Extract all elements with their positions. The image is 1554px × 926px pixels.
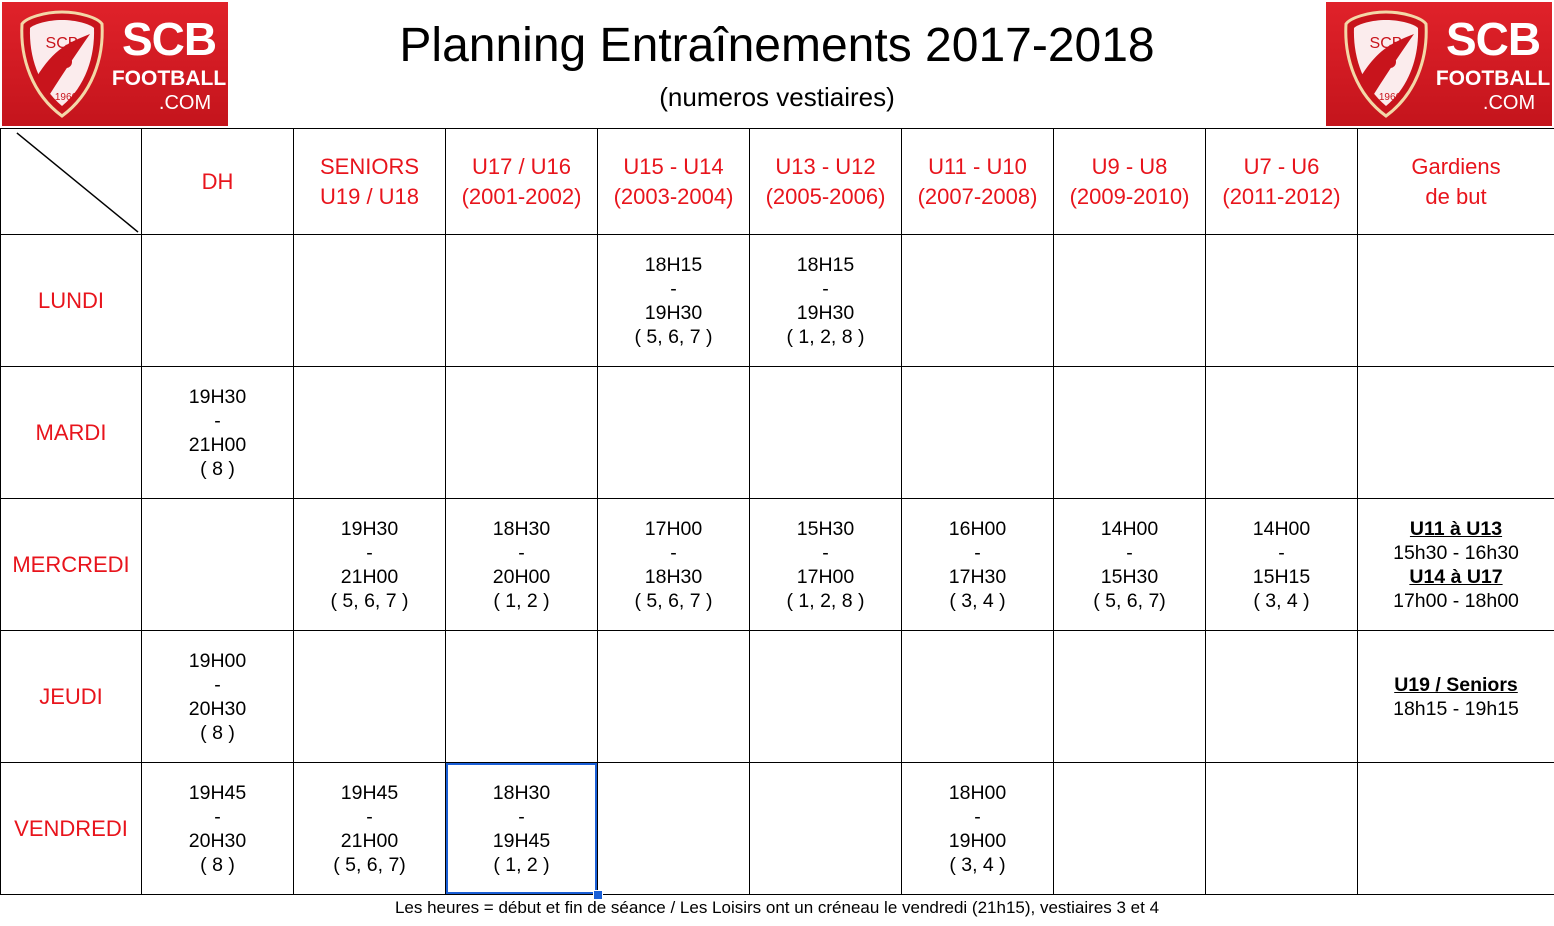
cell-jeudi-seniors[interactable] — [294, 631, 446, 763]
logo-scb-text: SCB — [121, 13, 217, 65]
cell-lundi-gardiens[interactable] — [1358, 235, 1554, 367]
cell-mercredi-u17[interactable]: 18H30 - 20H00 ( 1, 2 ) — [446, 499, 598, 631]
cell-jeudi-gardiens[interactable]: U19 / Seniors 18h15 - 19h15 — [1358, 631, 1554, 763]
logo-com-text: .COM — [158, 92, 212, 114]
cell-lundi-u7[interactable] — [1206, 235, 1358, 367]
cell-vendredi-dh[interactable]: 19H45 - 20H30 ( 8 ) — [142, 763, 294, 895]
cell-vendredi-u15[interactable] — [598, 763, 750, 895]
cell-vendredi-u13[interactable] — [750, 763, 902, 895]
cell-vendredi-u7[interactable] — [1206, 763, 1358, 895]
logo-football-text: FOOTBALL — [111, 67, 227, 90]
cell-mardi-gardiens[interactable] — [1358, 367, 1554, 499]
cell-lundi-u11[interactable] — [902, 235, 1054, 367]
cell-mercredi-gardiens[interactable]: U11 à U13 15h30 - 16h30 U14 à U17 17h00 - 18h00 — [1358, 499, 1554, 631]
diagonal-line — [1, 129, 141, 234]
cell-mardi-u15[interactable] — [598, 367, 750, 499]
row-mercredi — [1, 499, 1554, 631]
col-header-u11[interactable]: U11 - U10 (2007-2008) — [902, 129, 1054, 235]
cell-vendredi-u9[interactable] — [1054, 763, 1206, 895]
cell-jeudi-u11[interactable] — [902, 631, 1054, 763]
cell-lundi-dh[interactable] — [142, 235, 294, 367]
cell-mercredi-u13[interactable]: 15H30 - 17H00 ( 1, 2, 8 ) — [750, 499, 902, 631]
svg-text:1966: 1966 — [1378, 92, 1402, 103]
cell-vendredi-gardiens[interactable] — [1358, 763, 1554, 895]
cell-jeudi-dh[interactable]: 19H00 - 20H30 ( 8 ) — [142, 631, 294, 763]
col-header-u9[interactable]: U9 - U8 (2009-2010) — [1054, 129, 1206, 235]
day-label-lundi[interactable]: LUNDI — [1, 235, 142, 367]
day-label-mercredi[interactable]: MERCREDI — [1, 499, 142, 631]
cell-mercredi-u11[interactable]: 16H00 - 17H30 ( 3, 4 ) — [902, 499, 1054, 631]
cell-jeudi-u7[interactable] — [1206, 631, 1358, 763]
day-label-mardi[interactable]: MARDI — [1, 367, 142, 499]
svg-text:SCB: SCB — [45, 35, 79, 52]
row-mardi — [1, 367, 1554, 499]
cell-mercredi-u7[interactable]: 14H00 - 15H15 ( 3, 4 ) — [1206, 499, 1358, 631]
cell-lundi-u17[interactable] — [446, 235, 598, 367]
col-header-u15[interactable]: U15 - U14 (2003-2004) — [598, 129, 750, 235]
cell-mardi-u9[interactable] — [1054, 367, 1206, 499]
col-header-u17[interactable]: U17 / U16 (2001-2002) — [446, 129, 598, 235]
crest-icon — [1338, 8, 1434, 120]
day-label-vendredi[interactable]: VENDREDI — [1, 763, 142, 895]
cell-mercredi-u9[interactable]: 14H00 - 15H30 ( 5, 6, 7) — [1054, 499, 1206, 631]
cell-lundi-u15[interactable]: 18H15 - 19H30 ( 5, 6, 7 ) — [598, 235, 750, 367]
scb-logo-left — [2, 2, 228, 126]
cell-mercredi-seniors[interactable]: 19H30 - 21H00 ( 5, 6, 7 ) — [294, 499, 446, 631]
logo-com-text: .COM — [1482, 92, 1536, 114]
cell-mardi-dh[interactable]: 19H30 - 21H00 ( 8 ) — [142, 367, 294, 499]
cell-lundi-u13[interactable]: 18H15 - 19H30 ( 1, 2, 8 ) — [750, 235, 902, 367]
page-subtitle: (numeros vestiaires) — [659, 82, 895, 112]
cell-mardi-seniors[interactable] — [294, 367, 446, 499]
cell-vendredi-u17-selected[interactable]: 18H30 - 19H45 ( 1, 2 ) — [446, 763, 598, 895]
cell-mardi-u13[interactable] — [750, 367, 902, 499]
cell-jeudi-u15[interactable] — [598, 631, 750, 763]
crest-icon — [14, 8, 110, 120]
cell-jeudi-u9[interactable] — [1054, 631, 1206, 763]
col-header-seniors[interactable]: SENIORS U19 / U18 — [294, 129, 446, 235]
svg-text:SCB: SCB — [1369, 35, 1403, 52]
col-header-dh[interactable]: DH — [142, 129, 294, 235]
row-jeudi — [1, 631, 1554, 763]
scb-logo-right — [1326, 2, 1552, 126]
cell-lundi-seniors[interactable] — [294, 235, 446, 367]
svg-text:1966: 1966 — [54, 92, 78, 103]
cell-jeudi-u13[interactable] — [750, 631, 902, 763]
row-lundi — [1, 235, 1554, 367]
cell-lundi-u9[interactable] — [1054, 235, 1206, 367]
cell-vendredi-u11[interactable]: 18H00 - 19H00 ( 3, 4 ) — [902, 763, 1054, 895]
cell-mardi-u17[interactable] — [446, 367, 598, 499]
header — [0, 0, 1554, 128]
row-vendredi — [1, 763, 1554, 895]
cell-jeudi-u17[interactable] — [446, 631, 598, 763]
corner-cell[interactable] — [1, 129, 142, 235]
footer-note: Les heures = début et fin de séance / Les Loisirs ont un créneau le vendredi (21h15), vestiaires 3 et 4 — [394, 898, 1160, 917]
page-title: Planning Entraînements 2017-2018 — [399, 19, 1155, 72]
header-row — [1, 129, 1554, 235]
col-header-gardiens[interactable]: Gardiens de but — [1358, 129, 1554, 235]
schedule-table — [0, 128, 1554, 895]
day-label-jeudi[interactable]: JEUDI — [1, 631, 142, 763]
cell-mardi-u7[interactable] — [1206, 367, 1358, 499]
cell-mercredi-u15[interactable]: 17H00 - 18H30 ( 5, 6, 7 ) — [598, 499, 750, 631]
cell-mardi-u11[interactable] — [902, 367, 1054, 499]
cell-vendredi-seniors[interactable]: 19H45 - 21H00 ( 5, 6, 7) — [294, 763, 446, 895]
col-header-u13[interactable]: U13 - U12 (2005-2006) — [750, 129, 902, 235]
cell-mercredi-dh[interactable] — [142, 499, 294, 631]
col-header-u7[interactable]: U7 - U6 (2011-2012) — [1206, 129, 1358, 235]
logo-scb-text: SCB — [1445, 13, 1541, 65]
logo-football-text: FOOTBALL — [1435, 67, 1551, 90]
